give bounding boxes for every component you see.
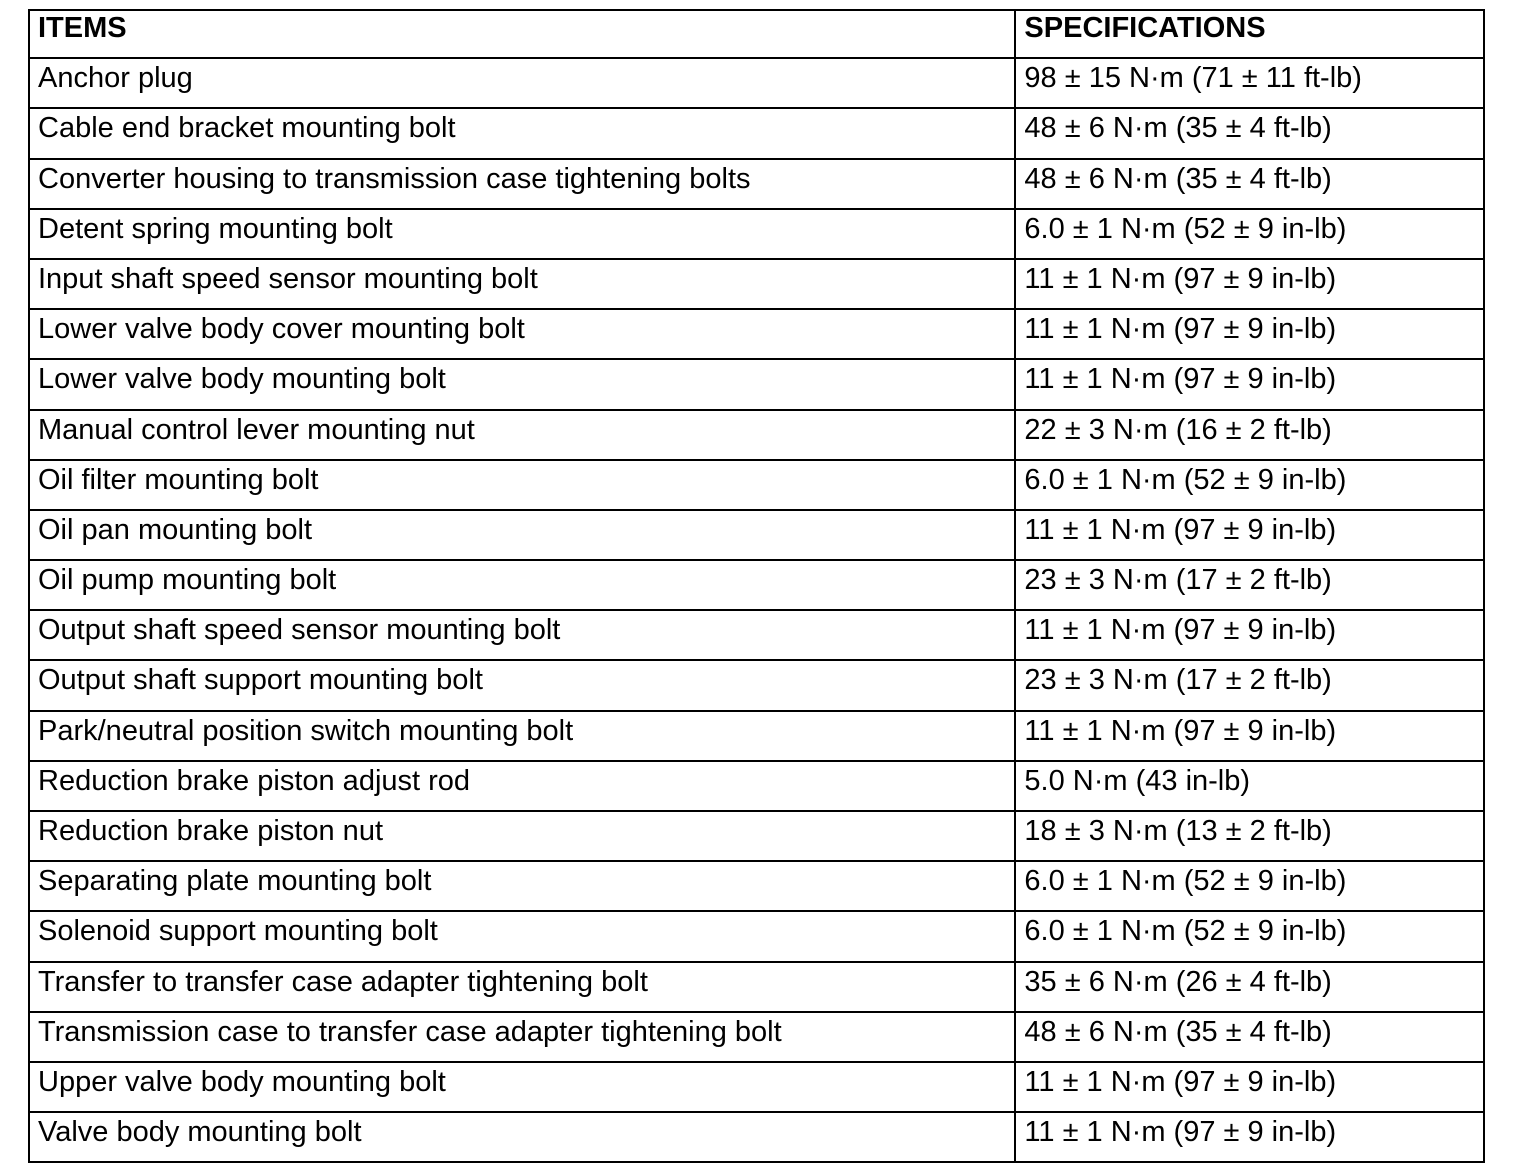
specification-cell: 11 ± 1 N·m (97 ± 9 in-lb) (1015, 610, 1484, 660)
specification-cell: 11 ± 1 N·m (97 ± 9 in-lb) (1015, 1062, 1484, 1112)
specification-cell: 11 ± 1 N·m (97 ± 9 in-lb) (1015, 711, 1484, 761)
item-cell: Upper valve body mounting bolt (29, 1062, 1015, 1112)
specification-cell: 48 ± 6 N·m (35 ± 4 ft-lb) (1015, 159, 1484, 209)
table-body (29, 58, 1484, 1162)
specification-cell: 22 ± 3 N·m (16 ± 2 ft-lb) (1015, 410, 1484, 460)
column-header-specifications: SPECIFICATIONS (1015, 10, 1484, 58)
item-cell: Transmission case to transfer case adapter tightening bolt (29, 1012, 1015, 1062)
item-cell: Lower valve body mounting bolt (29, 359, 1015, 409)
item-cell: Anchor plug (29, 58, 1015, 108)
table-row (29, 962, 1484, 1012)
item-cell: Cable end bracket mounting bolt (29, 108, 1015, 158)
item-cell: Oil pan mounting bolt (29, 510, 1015, 560)
item-cell: Output shaft speed sensor mounting bolt (29, 610, 1015, 660)
specification-cell: 18 ± 3 N·m (13 ± 2 ft-lb) (1015, 811, 1484, 861)
table-row (29, 159, 1484, 209)
specification-cell: 11 ± 1 N·m (97 ± 9 in-lb) (1015, 510, 1484, 560)
specification-cell: 48 ± 6 N·m (35 ± 4 ft-lb) (1015, 108, 1484, 158)
item-cell: Park/neutral position switch mounting bolt (29, 711, 1015, 761)
specification-cell: 23 ± 3 N·m (17 ± 2 ft-lb) (1015, 660, 1484, 710)
specification-cell: 23 ± 3 N·m (17 ± 2 ft-lb) (1015, 560, 1484, 610)
item-cell: Oil filter mounting bolt (29, 460, 1015, 510)
specification-cell: 6.0 ± 1 N·m (52 ± 9 in-lb) (1015, 911, 1484, 961)
table-row (29, 610, 1484, 660)
item-cell: Solenoid support mounting bolt (29, 911, 1015, 961)
specification-cell: 11 ± 1 N·m (97 ± 9 in-lb) (1015, 1112, 1484, 1162)
specification-cell: 11 ± 1 N·m (97 ± 9 in-lb) (1015, 309, 1484, 359)
table-row (29, 359, 1484, 409)
specification-cell: 48 ± 6 N·m (35 ± 4 ft-lb) (1015, 1012, 1484, 1062)
specification-cell: 11 ± 1 N·m (97 ± 9 in-lb) (1015, 259, 1484, 309)
table-row (29, 108, 1484, 158)
table-row (29, 1062, 1484, 1112)
table-row (29, 309, 1484, 359)
table-row (29, 911, 1484, 961)
specification-cell: 6.0 ± 1 N·m (52 ± 9 in-lb) (1015, 460, 1484, 510)
table-row (29, 761, 1484, 811)
specification-cell: 6.0 ± 1 N·m (52 ± 9 in-lb) (1015, 861, 1484, 911)
item-cell: Input shaft speed sensor mounting bolt (29, 259, 1015, 309)
table-row (29, 259, 1484, 309)
specification-cell: 35 ± 6 N·m (26 ± 4 ft-lb) (1015, 962, 1484, 1012)
specification-cell: 98 ± 15 N·m (71 ± 11 ft-lb) (1015, 58, 1484, 108)
item-cell: Reduction brake piston adjust rod (29, 761, 1015, 811)
specification-cell: 11 ± 1 N·m (97 ± 9 in-lb) (1015, 359, 1484, 409)
item-cell: Valve body mounting bolt (29, 1112, 1015, 1162)
specification-cell: 5.0 N·m (43 in-lb) (1015, 761, 1484, 811)
item-cell: Transfer to transfer case adapter tightening bolt (29, 962, 1015, 1012)
table-row (29, 1012, 1484, 1062)
item-cell: Separating plate mounting bolt (29, 861, 1015, 911)
table-row (29, 410, 1484, 460)
table-row (29, 460, 1484, 510)
table-row (29, 660, 1484, 710)
table-row (29, 58, 1484, 108)
table-header-row (29, 10, 1484, 58)
table-row (29, 510, 1484, 560)
table-row (29, 560, 1484, 610)
item-cell: Detent spring mounting bolt (29, 209, 1015, 259)
column-header-items: ITEMS (29, 10, 1015, 58)
table-row (29, 711, 1484, 761)
table-row (29, 861, 1484, 911)
item-cell: Manual control lever mounting nut (29, 410, 1015, 460)
table-row (29, 811, 1484, 861)
table-row (29, 1112, 1484, 1162)
torque-spec-table (28, 9, 1485, 1163)
item-cell: Converter housing to transmission case tightening bolts (29, 159, 1015, 209)
item-cell: Oil pump mounting bolt (29, 560, 1015, 610)
table-row (29, 209, 1484, 259)
item-cell: Lower valve body cover mounting bolt (29, 309, 1015, 359)
item-cell: Output shaft support mounting bolt (29, 660, 1015, 710)
item-cell: Reduction brake piston nut (29, 811, 1015, 861)
specification-cell: 6.0 ± 1 N·m (52 ± 9 in-lb) (1015, 209, 1484, 259)
